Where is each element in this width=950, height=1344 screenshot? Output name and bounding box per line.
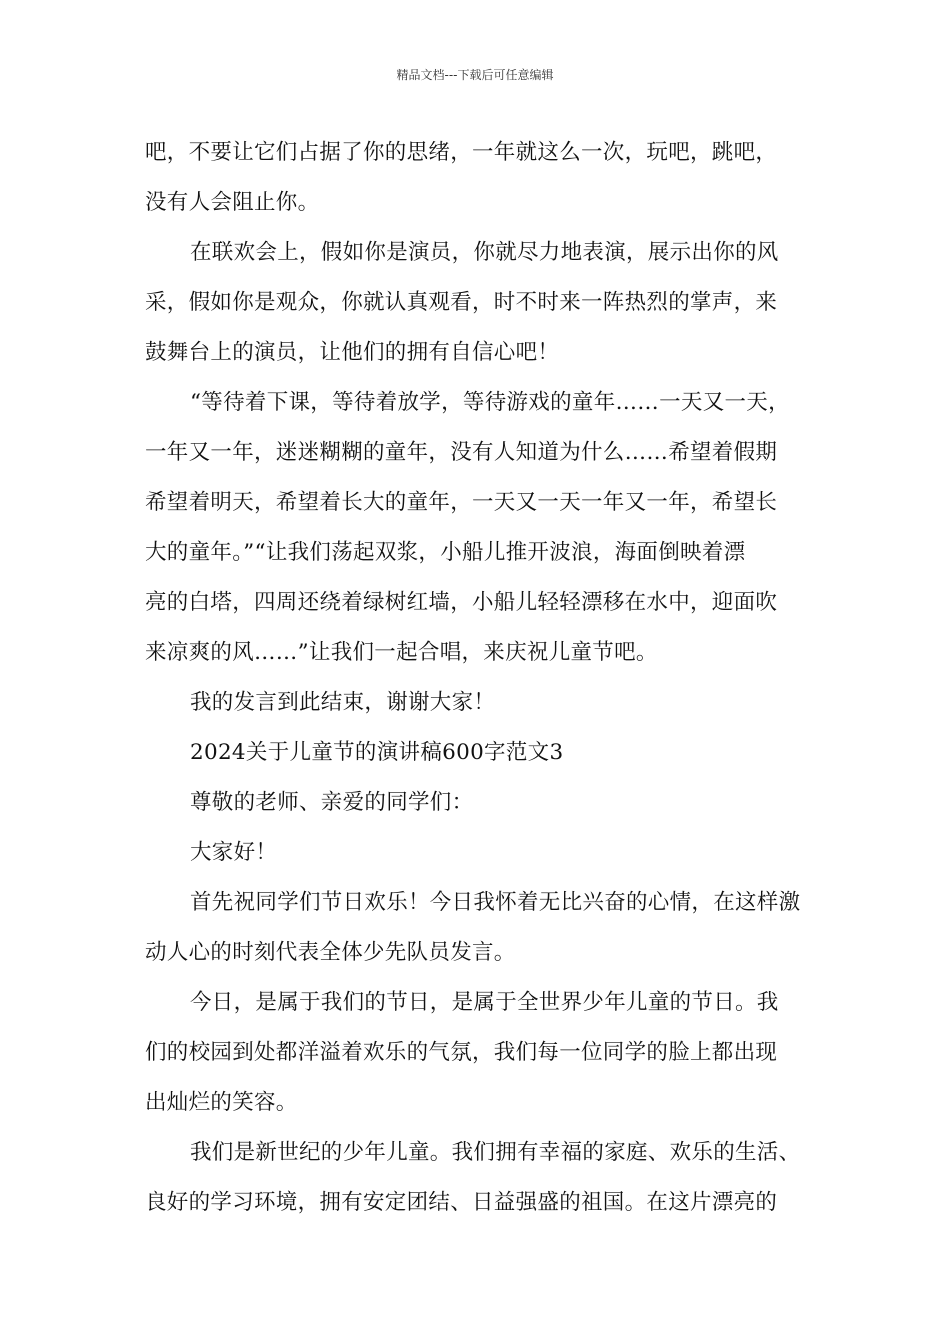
text-line: 首先祝同学们节日欢乐！今日我怀着无比兴奋的心情，在这样激 [190,890,801,915]
document-body [145,128,829,1228]
page-header: 精品文档---下载后可任意编辑 [396,68,554,82]
text-line: 出灿烂的笑容。 [145,1090,298,1115]
greeting: 大家好！ [190,840,278,865]
section-title: 2024关于儿童节的演讲稿600字范文3 [190,740,564,765]
text-line: 动人心的时刻代表全体少先队员发言。 [145,940,516,965]
text-line: 希望着明天，希望着长大的童年，一天又一天一年又一年，希望长 [145,490,778,515]
text-line: 没有人会阻止你。 [145,190,320,215]
text-line: 一年又一年，迷迷糊糊的童年，没有人知道为什么……希望着假期 [145,440,778,465]
salutation: 尊敬的老师、亲爱的同学们： [190,790,474,815]
text-line: “等待着下课，等待着放学，等待游戏的童年……一天又一天， [190,390,790,415]
text-line: 吧，不要让它们占据了你的思绪，一年就这么一次，玩吧，跳吧， [145,140,778,165]
text-line: 在联欢会上，假如你是演员，你就尽力地表演，展示出你的风 [190,240,779,265]
text-line: 我们是新世纪的少年儿童。我们拥有幸福的家庭、欢乐的生活、 [190,1140,801,1165]
text-line: 采，假如你是观众，你就认真观看，时不时来一阵热烈的掌声，来 [145,290,778,315]
text-line: 我的发言到此结束，谢谢大家！ [190,690,496,715]
text-line: 鼓舞台上的演员，让他们的拥有自信心吧！ [145,340,560,365]
text-line: 来凉爽的风……”让我们一起合唱，来庆祝儿童节吧。 [145,640,658,665]
text-line: 大的童年。”“让我们荡起双浆，小船儿推开波浪，海面倒映着漂 [145,540,746,565]
text-line: 良好的学习环境，拥有安定团结、日益强盛的祖国。在这片漂亮的 [145,1190,778,1215]
text-line: 今日，是属于我们的节日，是属于全世界少年儿童的节日。我 [190,990,779,1015]
text-line: 们的校园到处都洋溢着欢乐的气氛，我们每一位同学的脸上都出现 [145,1040,778,1065]
text-line: 亮的白塔，四周还绕着绿树红墙，小船儿轻轻漂移在水中，迎面吹 [145,590,778,615]
